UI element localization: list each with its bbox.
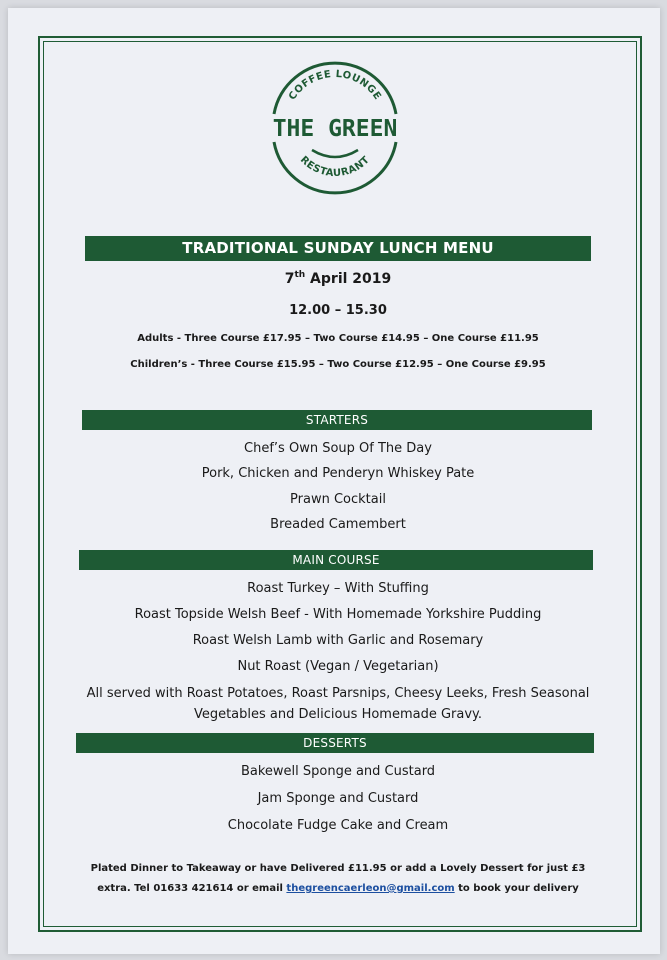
main-course-item: Roast Welsh Lamb with Garlic and Rosemary	[192, 633, 484, 648]
the-green-logo	[262, 52, 408, 198]
dessert-item: Jam Sponge and Custard	[257, 791, 419, 806]
starter-item: Breaded Camembert	[270, 517, 406, 532]
starter-item: Chef’s Own Soup Of The Day	[244, 441, 432, 456]
adult-prices: Adults - Three Course £17.95 – Two Course £14.95 – One Course £11.95	[137, 333, 539, 344]
logo-name: THE GREEN	[272, 116, 398, 142]
dessert-item: Bakewell Sponge and Custard	[240, 764, 436, 779]
main-course-note: Vegetables and Delicious Homemade Gravy.	[193, 707, 483, 722]
starters-heading: STARTERS	[82, 410, 592, 430]
main-course-item: Nut Roast (Vegan / Vegetarian)	[237, 659, 439, 674]
logo-bottom-text: RESTAURANT	[297, 154, 373, 180]
menu-title: TRADITIONAL SUNDAY LUNCH MENU	[85, 236, 591, 261]
dessert-item: Chocolate Fudge Cake and Cream	[227, 818, 449, 833]
main-course-item: Roast Turkey – With Stuffing	[247, 581, 429, 596]
delivery-contact: extra. Tel 01633 421614 or email thegreencaerleon@gmail.com to book your delivery	[97, 883, 579, 894]
main-course-heading: MAIN COURSE	[79, 550, 593, 570]
logo-top-text: COFFEE LOUNGE	[287, 68, 383, 103]
email-link[interactable]: thegreencaerleon@gmail.com	[286, 883, 455, 894]
menu-time: 12.00 – 15.30	[289, 303, 387, 318]
main-course-item: Roast Topside Welsh Beef - With Homemade Yorkshire Pudding	[134, 607, 542, 622]
menu-date: 7th April 2019	[284, 270, 392, 287]
starter-item: Pork, Chicken and Penderyn Whiskey Pate	[201, 466, 475, 481]
starter-item: Prawn Cocktail	[290, 492, 386, 507]
takeaway-offer: Plated Dinner to Takeaway or have Delivered £11.95 or add a Lovely Dessert for just £3	[90, 863, 586, 874]
desserts-heading: DESSERTS	[76, 733, 594, 753]
main-course-note: All served with Roast Potatoes, Roast Parsnips, Cheesy Leeks, Fresh Seasonal	[86, 686, 590, 701]
children-prices: Children’s - Three Course £15.95 – Two Course £12.95 – One Course £9.95	[130, 359, 546, 370]
